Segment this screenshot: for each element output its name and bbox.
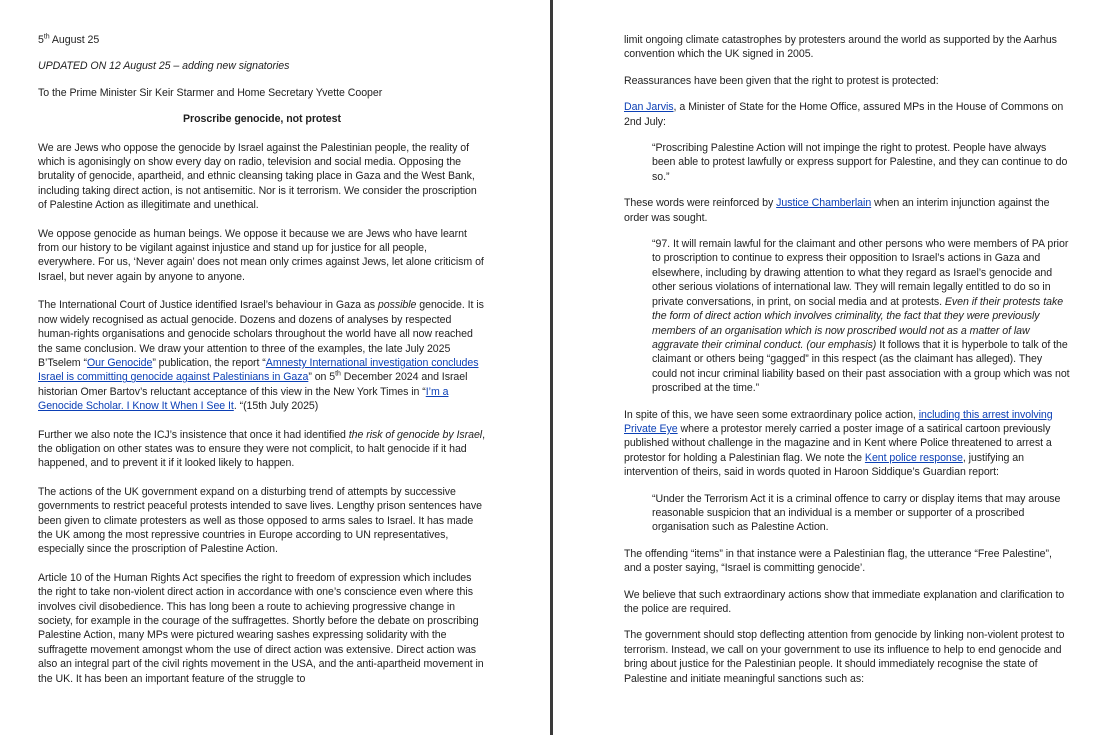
link-genocide-scholar[interactable]: I’m a Genocide Scholar. I Know It When I See It [38, 385, 449, 413]
paragraph-continuation: limit ongoing climate catastrophes by protesters around the world as supported by the Aarhus convention which the UK signed in 2005. [624, 34, 1057, 61]
letter-date [38, 33, 486, 47]
paragraph-reassurances: Reassurances have been given that the right to protest is protected: [624, 74, 939, 87]
paragraph-article-10: Article 10 of the Human Rights Act specifies the right to freedom of expression which includes the right to take non-violent direct action in accordance with one’s conscience even where this involves civil disobedience. This has long been a route to achieving progressive change in society, for example in the courage of the suffragettes. Shortly before the debate on proscribing Palestine Action, many MPs were pictured wearing sashes expressing solidarity with the suffragette movement amongst whom the use of direct action was extensive. Direct action was also an integral part of the civil rights movement in the USA, and the anti-apartheid movement in the UK. It has been an important feature of the struggle to [38, 571, 484, 685]
paragraph-chamberlain: These words were reinforced by Justice Chamberlain when an interim injunction against the order was sought. [624, 197, 1050, 224]
quote-terrorism-act: “Under the Terrorism Act it is a criminal offence to carry or display items that may arouse reasonable suspicion that an individual is a member or supporter of a proscribed organisation such as Palestine Action. [652, 492, 1061, 534]
date-day: 5 [38, 34, 44, 46]
paragraph-police-action: In spite of this, we have seen some extraordinary police action, including this arrest involving Private Eye where a protestor merely carried a poster image of a satirical cartoon previously published without challenge in the magazine and in Kent where Police threatened to arrest a protestor for holding a Palestinian flag. We note the Kent police response, justifying an intervention of theirs, said in words quoted in Haroon Siddique’s Guardian report: [624, 408, 1053, 479]
paragraph-offending-items: The offending “items” in that instance were a Palestinian flag, the utterance “Free Palestine”, and a poster saying, “Israel is committing genocide’. [624, 547, 1052, 575]
link-kent-police-response[interactable]: Kent police response [864, 451, 963, 464]
link-justice-chamberlain[interactable]: Justice Chamberlain [776, 197, 872, 210]
paragraph-call-to-action: The government should stop deflecting attention from genocide by linking non-violent protest to terrorism. Instead, we call on your government to use its influence to help to end genocide and bring about justice for the Palestinian people. It should immediately recognise the state of Palestine and initiate meaningful sanctions such as: [624, 629, 1065, 685]
paragraph-icj-insistence: Further we also note the ICJ’s insistence that once it had identified the risk of genocide by Israel, the obligation on other states was to ensure they were not complicit, to halt genocide if it had happened, and to prevent it if it looked likely to happen. [38, 428, 486, 470]
letter-title: Proscribe genocide, not protest [183, 113, 341, 126]
link-amnesty-report[interactable]: Amnesty International investigation concludes Israel is committing genocide against Palestinians in Gaza [38, 356, 479, 384]
date-month-year: August 25 [49, 34, 100, 46]
paragraph-clarification: We believe that such extraordinary actions show that immediate explanation and clarification to the police are required. [624, 588, 1065, 615]
link-our-genocide[interactable]: Our Genocide [86, 356, 153, 369]
paragraph-uk-government: The actions of the UK government expand on a disturbing trend of attempts by successive governments to restrict peaceful protests intended to save lives. Lengthy prison sentences have been given to climate protesters as well as those opposed to arms sales to Israel. It has made the UK among the most repressive countries in Europe according to UN representatives, especially since the proscription of Palestine Action. [38, 485, 482, 556]
link-private-eye-arrest[interactable]: including this arrest involving Private Eye [624, 408, 1053, 435]
addressee-line: To the Prime Minister Sir Keir Starmer and Home Secretary Yvette Cooper [38, 86, 383, 99]
quote-judgment-97: “97. It will remain lawful for the claimant and other persons who were members of PA prior to proscription to continue to express their opposition to Israel’s actions in Gaza and elsewhere, including by drawing attention to what they regard as Israel’s genocide and other serious violations of international law. They will remain legally entitled to do so in private conversations, in print, on social media and at protests. Even if their protests take the form of direct action which involves criminality, the fact that they were previously members of an organisation which is now proscribed would not as a matter of law aggravate their criminal conduct. (our emphasis) It follows that it is hyperbole to talk of the claimant or others being “gagged” in this respect (as the claimant has alleged). They could not incur criminal liability based on their past association with a group which was not proscribed at the time.” [652, 238, 1070, 395]
paragraph-icj: The International Court of Justice identified Israel’s behaviour in Gaza as possible genocide. It is now widely recognised as actual genocide. Dozens and dozens of analyses by respected human-rights organisations and genocide scholars throughout the world have all now reached the same conclusion. We draw your attention to three of the examples, the late July 2025 B’Tselem “Our Genocide” publication, the report “Amnesty International investigation concludes Israel is committing genocide against Palestinians in Gaza” on 5th December 2024 and Israel historian Omer Bartov’s reluctant acceptance of this view in the New York Times in “I’m a Genocide Scholar. I Know It When I See It. “(15th July 2025) [38, 299, 484, 413]
quote-jarvis: “Proscribing Palestine Action will not impinge the right to protest. People have always been able to protest lawfully or express support for Palestine, and they can continue to do so.” [652, 142, 1068, 183]
paragraph-intro: We are Jews who oppose the genocide by Israel against the Palestinian people, the reality of which is agonisingly on show every day on radio, television and social media. Opposing the brutality of genocide, apartheid, and ethnic cleansing taking place in Gaza and the West Bank, including taking direct action, is not antisemitic. Nor is it terrorism. We consider the proscription of Palestine Action as illegitimate and unethical. [38, 141, 477, 212]
document-page-right [553, 0, 1098, 735]
update-note: UPDATED ON 12 August 25 – adding new signatories [38, 60, 290, 73]
paragraph-dan-jarvis: Dan Jarvis, a Minister of State for the Home Office, assured MPs in the House of Commons on 2nd July: [624, 101, 1064, 128]
link-dan-jarvis[interactable]: Dan Jarvis [624, 101, 674, 114]
paragraph-human-beings: We oppose genocide as human beings. We oppose it because we are Jews who have learnt from our history to be vigilant against injustice and stand up for justice for all people, everywhere. For us, ‘Never again’ does not mean only crimes against Jews, let alone criticism of Israel, but never again by anyone to anyone. [38, 227, 484, 283]
date-suffix: th [43, 33, 50, 41]
